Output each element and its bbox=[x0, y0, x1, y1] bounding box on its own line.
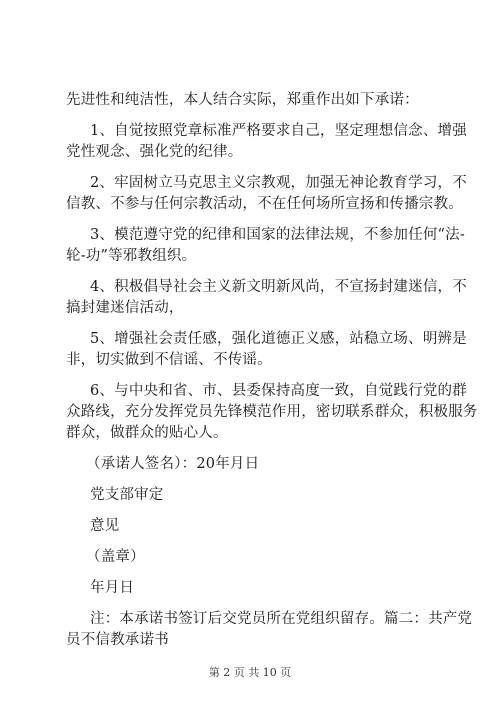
item-1-line-2: 党性观念、强化党的纪律。 bbox=[66, 144, 243, 160]
paragraph-intro: 先进性和纯洁性，本人结合实际，郑重作出如下承诺： bbox=[66, 92, 419, 108]
item-5-line-2: 非，切实做到不信谣、不传谣。 bbox=[66, 352, 272, 368]
item-2-line-2: 信教、不参与任何宗教活动，不在任何场所宣扬和传播宗教。 bbox=[66, 196, 463, 212]
item-5-line-1: 5、增强社会责任感，强化道德正义感，站稳立场、明辨是 bbox=[90, 331, 467, 347]
seal-label: （盖章） bbox=[86, 549, 145, 565]
item-2-line-1: 2、牢固树立马克思主义宗教观，加强无神论教育学习，不 bbox=[90, 175, 467, 191]
document-body bbox=[66, 90, 478, 651]
item-6-line-2: 众路线，充分发挥党员先锋模范作用，密切联系群众，积极服务 bbox=[66, 404, 478, 420]
item-3-line-1: 3、模范遵守党的纪律和国家的法律法规，不参加任何“法- bbox=[90, 227, 465, 243]
note-line-1: 注：本承诺书签订后交党员所在党组织留存。篇二：共产党 bbox=[90, 611, 473, 627]
item-3-line-2: 轮-功”等邪教组织。 bbox=[66, 248, 197, 264]
item-4-line-2: 搞封建迷信活动， bbox=[66, 300, 184, 316]
item-1-line-1: 1、自觉按照党章标准严格要求自己，坚定理想信念、增强 bbox=[90, 123, 467, 139]
branch-review-label: 党支部审定 bbox=[90, 487, 164, 503]
date-label: 年月日 bbox=[90, 580, 135, 596]
opinion-label: 意见 bbox=[90, 518, 120, 534]
signature-line: （承诺人签名）：20年月日 bbox=[86, 456, 260, 472]
item-4-line-1: 4、积极倡导社会主义新文明新风尚，不宣扬封建迷信，不 bbox=[90, 279, 467, 295]
page-number: 第 2 页 共 10 页 bbox=[208, 666, 292, 679]
note-line-2: 员不信教承诺书 bbox=[66, 632, 169, 648]
item-6-line-1: 6、与中央和省、市、县委保持高度一致，自觉践行党的群 bbox=[90, 383, 467, 399]
item-6-line-3: 群众，做群众的贴心人。 bbox=[66, 425, 228, 441]
